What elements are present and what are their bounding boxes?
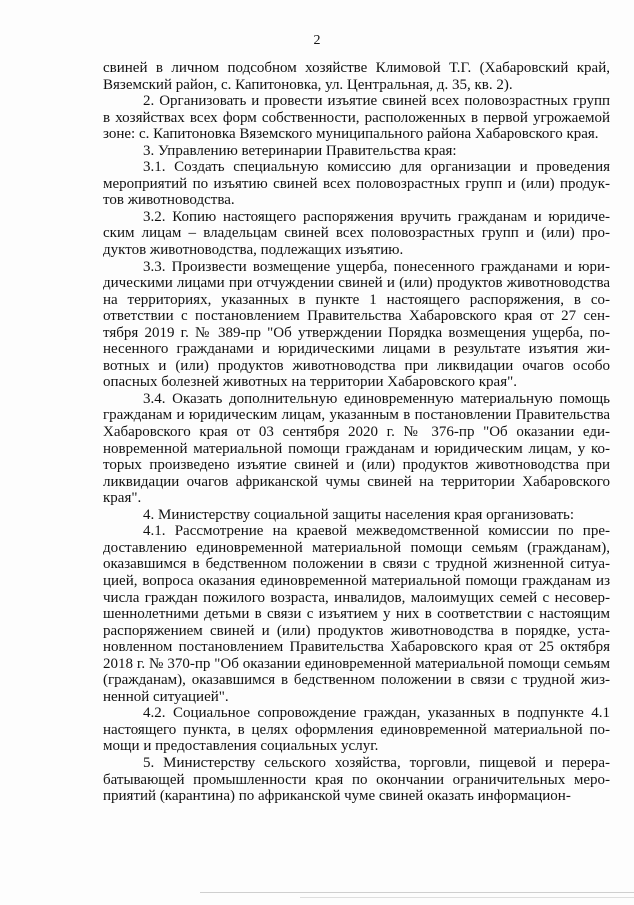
paragraph-item-3-2: 3.2. Копию настоящего распоряжения вручить гражданам и юридическим лицам – владельцам свиней всех половозрастных групп и (или) продуктов животноводства, подлежащих изъятию. — [103, 208, 610, 259]
paragraph-item-4-2: 4.2. Социальное сопровождение граждан, указанных в подпункте 4.1 настоящего пункта, в целях оформления единовременной материальной помощи и предоставления социальных услуг. — [103, 705, 610, 755]
paragraph-continuation: свиней в личном подсобном хозяйстве Климовой Т.Г. (Хабаровский край, Вяземский район, с. Капитоновка, ул. Центральная, д. 35, кв. 2). — [103, 60, 610, 93]
paragraph-item-4: 4. Министерству социальной защиты населения края организовать: — [143, 506, 575, 523]
paragraph-item-3: 3. Управлению ветеринарии Правительства края: — [143, 142, 457, 159]
paragraph-item-5: 5. Министерству сельского хозяйства, торговли, пищевой и перерабатывающей промышленности края по окончании ограничительных мероприятий (карантина) по африканской чуме свиней оказать информацион- — [103, 754, 610, 805]
paragraph-item-3-3: 3.3. Произвести возмещение ущерба, понесенного гражданами и юридическими лицами при отчуждении свиней и (или) продуктов животноводства на территориях, указанных в пункте 1 настоящего распоряжения, в соответствии с постановлением Правительства Хабаровского края от 27 сентября 2019 г. № 389-пр "Об утверждении Порядка возмещения ущерба, понесенного гражданами и юридическими лицами в результате изъятия животных и (или) продуктов животноводства при ликвидации очагов особо опасных болезней животных на территории Хабаровского края". — [103, 258, 610, 391]
paragraph-item-2: 2. Организовать и провести изъятие свиней всех половозрастных групп в хозяйствах всех форм собственности, расположенных в первой угрожаемой зоне: с. Капитоновка Вяземского муниципального района Хабаровского края. — [103, 93, 610, 143]
scan-edge-line — [200, 892, 634, 893]
page-number: 2 — [313, 33, 321, 48]
scan-edge-line-secondary — [300, 897, 634, 898]
paragraph-item-3-4: 3.4. Оказать дополнительную единовременную материальную помощь гражданам и юридическим лицам, указанным в постановлении Правительства Хабаровского края от 03 сентября 2020 г. № 376-пр "Об оказании единовременной материальной помощи гражданам и юридическим лицам, у которых произведено изъятие свиней и (или) продуктов животноводства при ликвидации очагов африканской чумы свиней на территории Хабаровского края". — [103, 390, 610, 507]
paragraph-item-4-1: 4.1. Рассмотрение на краевой межведомственной комиссии по предоставлению единовременной материальной помощи семьям (гражданам), оказавшимся в бедственном положении в связи с трудной жизненной ситуацией, вопроса оказания единовременной материальной помощи гражданам из числа граждан пожилого возраста, инвалидов, малоимущих семей с несовершеннолетними детьми в связи с изъятием у них в соответствии с настоящим распоряжением свиней и (или) продуктов животноводства в порядке, установленном постановлением Правительства Хабаровского края от 25 октября 2018 г. № 370-пр "Об оказании единовременной материальной помощи семьям (гражданам), оказавшимся в бедственном положении в связи с трудной жизненной ситуацией". — [103, 523, 610, 705]
document-body — [103, 60, 610, 805]
paragraph-item-3-1: 3.1. Создать специальную комиссию для организации и проведения мероприятий по изъятию свиней всех половозрастных групп и (или) продуктов животноводства. — [103, 159, 610, 209]
